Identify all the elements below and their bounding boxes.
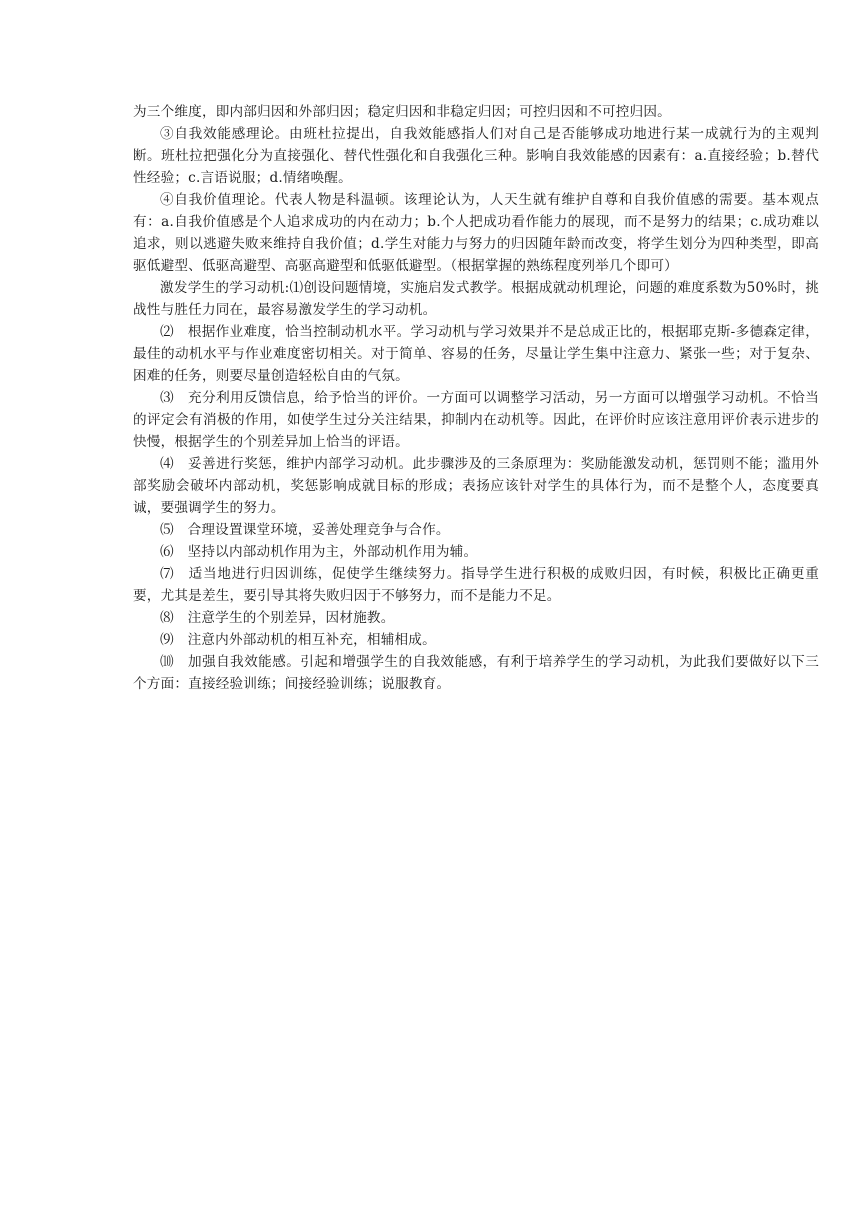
paragraph-motivation-item-3: ⑶ 充分利用反馈信息，给予恰当的评价。一方面可以调整学习活动，另一方面可以增强学习动机。不恰当的评定会有消极的作用，如使学生过分关注结果，抑制内在动机等。因此，在评价时应该注意用评价表示进步的快慢，根据学生的个别差异加上恰当的评语。 [133,390,819,450]
paragraph-motivation-item-10: ⑽ 加强自我效能感。引起和增强学生的自我效能感，有利于培养学生的学习动机，为此我们要做好以下三个方面：直接经验训练；间接经验训练；说服教育。 [133,654,819,692]
paragraph-self-efficacy-theory: ③自我效能感理论。由班杜拉提出，自我效能感指人们对自己是否能够成功地进行某一成就行为的主观判断。班杜拉把强化分为直接强化、替代性强化和自我强化三种。影响自我效能感的因素有：a.直接经验；b.替代性经验；c.言语说服；d.情绪唤醒。 [133,126,819,186]
paragraph-attribution-dimensions: 为三个维度，即内部归因和外部归因；稳定归因和非稳定归因；可控归因和不可控归因。 [133,104,671,120]
paragraph-motivation-item-1: 激发学生的学习动机:⑴创设问题情境，实施启发式教学。根据成就动机理论，问题的难度系数为50%时，挑战性与胜任力同在，最容易激发学生的学习动机。 [133,280,819,318]
paragraph-motivation-item-6: ⑹ 坚持以内部动机作用为主，外部动机作用为辅。 [160,544,478,560]
paragraph-motivation-item-2: ⑵ 根据作业难度，恰当控制动机水平。学习动机与学习效果并不是总成正比的，根据耶克斯-多德森定律，最佳的动机水平与作业难度密切相关。对于简单、容易的任务，尽量让学生集中注意力、紧张一些；对于复杂、困难的任务，则要尽量创造轻松自由的气氛。 [133,324,819,384]
paragraph-motivation-item-8: ⑻ 注意学生的个别差异，因材施教。 [160,610,395,626]
document-body [133,101,819,695]
paragraph-motivation-item-9: ⑼ 注意内外部动机的相互补充，相辅相成。 [160,632,436,648]
paragraph-self-worth-theory: ④自我价值理论。代表人物是科温顿。该理论认为，人天生就有维护自尊和自我价值感的需要。基本观点有：a.自我价值感是个人追求成功的内在动力；b.个人把成功看作能力的展现，而不是努力的结果；c.成功难以追求，则以逃避失败来维持自我价值；d.学生对能力与努力的归因随年龄而改变，将学生划分为四种类型，即高驱低避型、低驱高避型、高驱高避型和低驱低避型。（根据掌握的熟练程度列举几个即可） [133,192,819,274]
paragraph-motivation-item-7: ⑺ 适当地进行归因训练，促使学生继续努力。指导学生进行积极的成败归因，有时候，积极比正确更重要，尤其是差生，要引导其将失败归因于不够努力，而不是能力不足。 [133,566,819,604]
paragraph-motivation-item-5: ⑸ 合理设置课堂环境，妥善处理竞争与合作。 [160,522,450,538]
paragraph-motivation-item-4: ⑷ 妥善进行奖惩，维护内部学习动机。此步骤涉及的三条原理为：奖励能激发动机，惩罚则不能；滥用外部奖励会破坏内部动机，奖惩影响成就目标的形成；表扬应该针对学生的具体行为，而不是整个人，态度要真诚，要强调学生的努力。 [133,456,819,516]
